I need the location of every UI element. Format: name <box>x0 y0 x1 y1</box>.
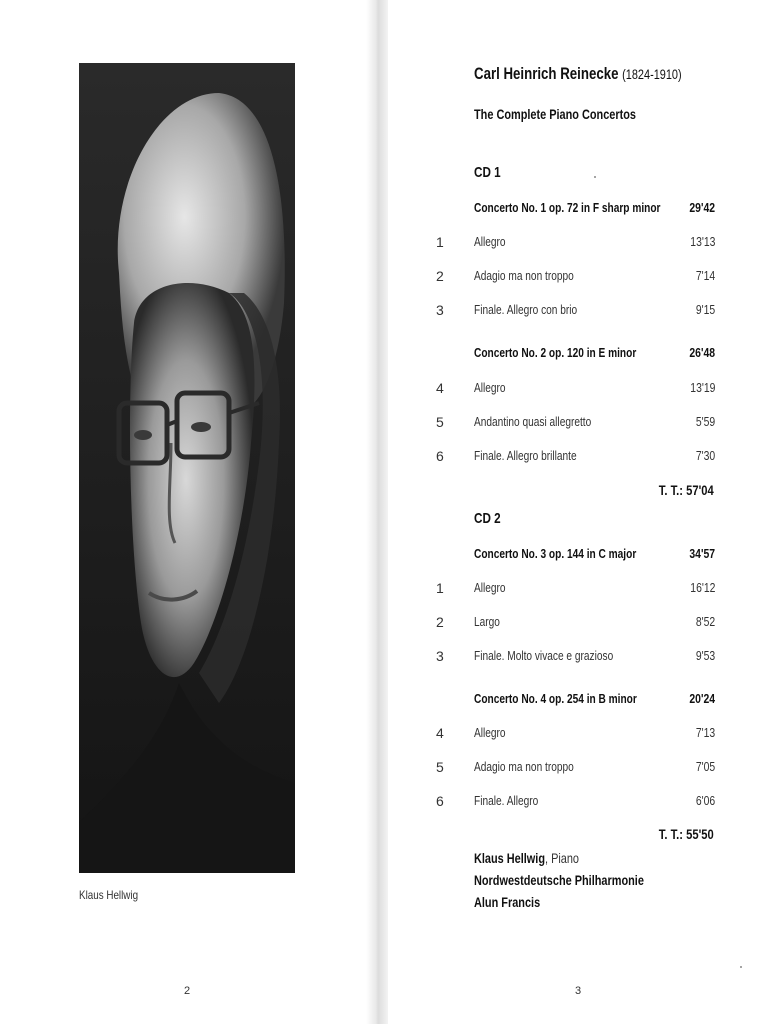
concerto-time: 29'42 <box>689 200 715 215</box>
track-row <box>430 614 715 636</box>
track-title: Allegro <box>474 234 506 249</box>
concerto-row <box>430 691 715 713</box>
track-row <box>430 302 715 324</box>
track-number: 3 <box>436 648 444 664</box>
speck <box>740 966 742 968</box>
concerto-time: 26'48 <box>689 345 715 360</box>
track-time: 6'06 <box>695 793 715 808</box>
track-number: 1 <box>436 234 444 250</box>
track-time: 9'53 <box>695 648 715 663</box>
page-number-left: 2 <box>184 985 191 997</box>
track-number: 2 <box>436 614 444 630</box>
orchestra-name: Nordwestdeutsche Philharmonie <box>474 872 644 888</box>
composer-years: (1824-1910) <box>622 66 682 82</box>
track-title: Finale. Allegro con brio <box>474 302 578 317</box>
photo-caption: Klaus Hellwig <box>79 888 139 902</box>
concerto-row <box>430 345 715 367</box>
track-time: 13'19 <box>689 380 715 395</box>
track-title: Allegro <box>474 380 506 395</box>
total-time: T. T.: 55'50 <box>659 826 714 842</box>
track-title: Andantino quasi allegretto <box>474 414 592 429</box>
track-row <box>430 380 715 402</box>
track-title: Allegro <box>474 725 506 740</box>
page-fold <box>366 0 388 1024</box>
speck <box>594 176 596 178</box>
total-time: T. T.: 57'04 <box>659 482 714 498</box>
track-row <box>430 580 715 602</box>
track-number: 6 <box>436 448 444 464</box>
composer-title <box>474 64 682 84</box>
track-time: 8'52 <box>695 614 715 629</box>
page-number-right: 3 <box>575 985 582 997</box>
track-number: 1 <box>436 580 444 596</box>
track-row <box>430 648 715 670</box>
track-title: Finale. Molto vivace e grazioso <box>474 648 614 663</box>
track-title: Allegro <box>474 580 506 595</box>
track-title: Adagio ma non troppo <box>474 759 574 774</box>
concerto-title: Concerto No. 3 op. 144 in C major <box>474 546 637 561</box>
track-title: Adagio ma non troppo <box>474 268 574 283</box>
track-number: 4 <box>436 725 444 741</box>
cd-label: CD 2 <box>474 510 501 527</box>
concerto-title: Concerto No. 4 op. 254 in B minor <box>474 691 637 706</box>
concerto-time: 20'24 <box>689 691 715 706</box>
track-time: 13'13 <box>689 234 715 249</box>
cd-label: CD 1 <box>474 164 501 181</box>
track-time: 9'15 <box>695 302 715 317</box>
soloist-role: , Piano <box>545 850 580 866</box>
concerto-title: Concerto No. 2 op. 120 in E minor <box>474 345 637 360</box>
track-number: 3 <box>436 302 444 318</box>
concerto-row <box>430 200 715 222</box>
track-number: 2 <box>436 268 444 284</box>
track-time: 5'59 <box>695 414 715 429</box>
track-title: Largo <box>474 614 500 629</box>
credits <box>474 850 644 916</box>
track-row <box>430 448 715 470</box>
soloist-name: Klaus Hellwig <box>474 850 546 866</box>
track-number: 5 <box>436 759 444 775</box>
composer-name: Carl Heinrich Reinecke <box>474 64 619 83</box>
track-row <box>430 759 715 781</box>
track-number: 4 <box>436 380 444 396</box>
track-time: 7'14 <box>695 268 715 283</box>
track-title: Finale. Allegro brillante <box>474 448 577 463</box>
track-row <box>430 268 715 290</box>
portrait-photo <box>79 63 295 873</box>
album-subtitle: The Complete Piano Concertos <box>474 106 637 122</box>
track-row <box>430 414 715 436</box>
track-time: 16'12 <box>689 580 715 595</box>
track-time: 7'30 <box>695 448 715 463</box>
track-row <box>430 234 715 256</box>
track-number: 6 <box>436 793 444 809</box>
track-number: 5 <box>436 414 444 430</box>
track-row <box>430 725 715 747</box>
concerto-title: Concerto No. 1 op. 72 in F sharp minor <box>474 200 661 215</box>
soloist-line <box>474 850 644 872</box>
concerto-row <box>430 546 715 568</box>
track-row <box>430 793 715 815</box>
track-time: 7'05 <box>695 759 715 774</box>
conductor-name: Alun Francis <box>474 894 541 910</box>
track-time: 7'13 <box>695 725 715 740</box>
concerto-time: 34'57 <box>689 546 715 561</box>
track-title: Finale. Allegro <box>474 793 539 808</box>
